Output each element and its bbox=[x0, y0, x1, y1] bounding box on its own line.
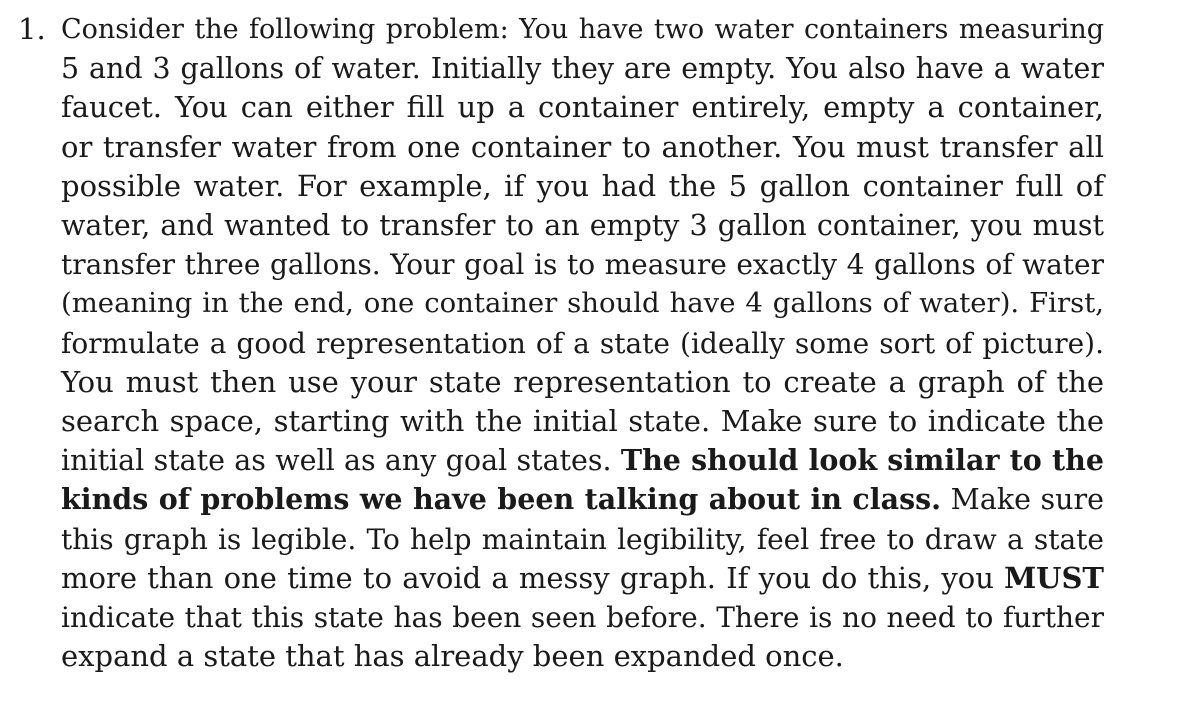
line-13-plain-text: Make sure bbox=[950, 483, 1105, 517]
text-line-1: Consider the following problem: You have two water containers measuring bbox=[61, 14, 1104, 45]
line-15-plain-text: more than one time to avoid a messy graph. If you do this, you bbox=[61, 560, 994, 595]
text-line-7: transfer three gallons. Your goal is to measure exactly 4 gallons of water bbox=[61, 248, 1104, 282]
text-line-9: formulate a good representation of a state (ideally some sort of picture). bbox=[61, 326, 1104, 360]
problem-number: 1. bbox=[18, 12, 46, 46]
text-line-8: (meaning in the end, one container should have 4 gallons of water). First, bbox=[61, 287, 1104, 320]
text-line-4: or transfer water from one container to another. You must transfer all bbox=[61, 129, 1104, 164]
line-12-plain-text: initial state as well as any goal states. bbox=[61, 444, 612, 478]
text-line-12 bbox=[61, 441, 1104, 480]
text-line-13 bbox=[61, 480, 1104, 519]
text-line-14: this graph is legible. To help maintain legibility, feel free to draw a state bbox=[61, 522, 1104, 556]
text-line-10: You must then use your state representation to create a graph of the bbox=[61, 364, 1104, 399]
bold-must: MUST bbox=[1004, 560, 1104, 595]
text-line-5: possible water. For example, if you had the 5 gallon container full of bbox=[61, 168, 1104, 203]
text-line-6: water, and wanted to transfer to an empty 3 gallon container, you must bbox=[61, 209, 1104, 242]
text-line-15 bbox=[61, 559, 1104, 598]
text-line-2: 5 and 3 gallons of water. Initially they are empty. You also have a water bbox=[61, 52, 1104, 86]
text-line-17: expand a state that has already been expanded once. bbox=[61, 639, 844, 674]
text-line-11: search space, starting with the initial state. Make sure to indicate the bbox=[61, 404, 1104, 438]
text-line-16: indicate that this state has been seen before. There is no need to further bbox=[61, 601, 1104, 634]
text-line-3: faucet. You can either fill up a container entirely, empty a container, bbox=[61, 90, 1104, 125]
bold-emphasis-end: kinds of problems we have been talking about in class. bbox=[61, 482, 942, 517]
bold-emphasis-start: The should look similar to the bbox=[620, 443, 1104, 478]
